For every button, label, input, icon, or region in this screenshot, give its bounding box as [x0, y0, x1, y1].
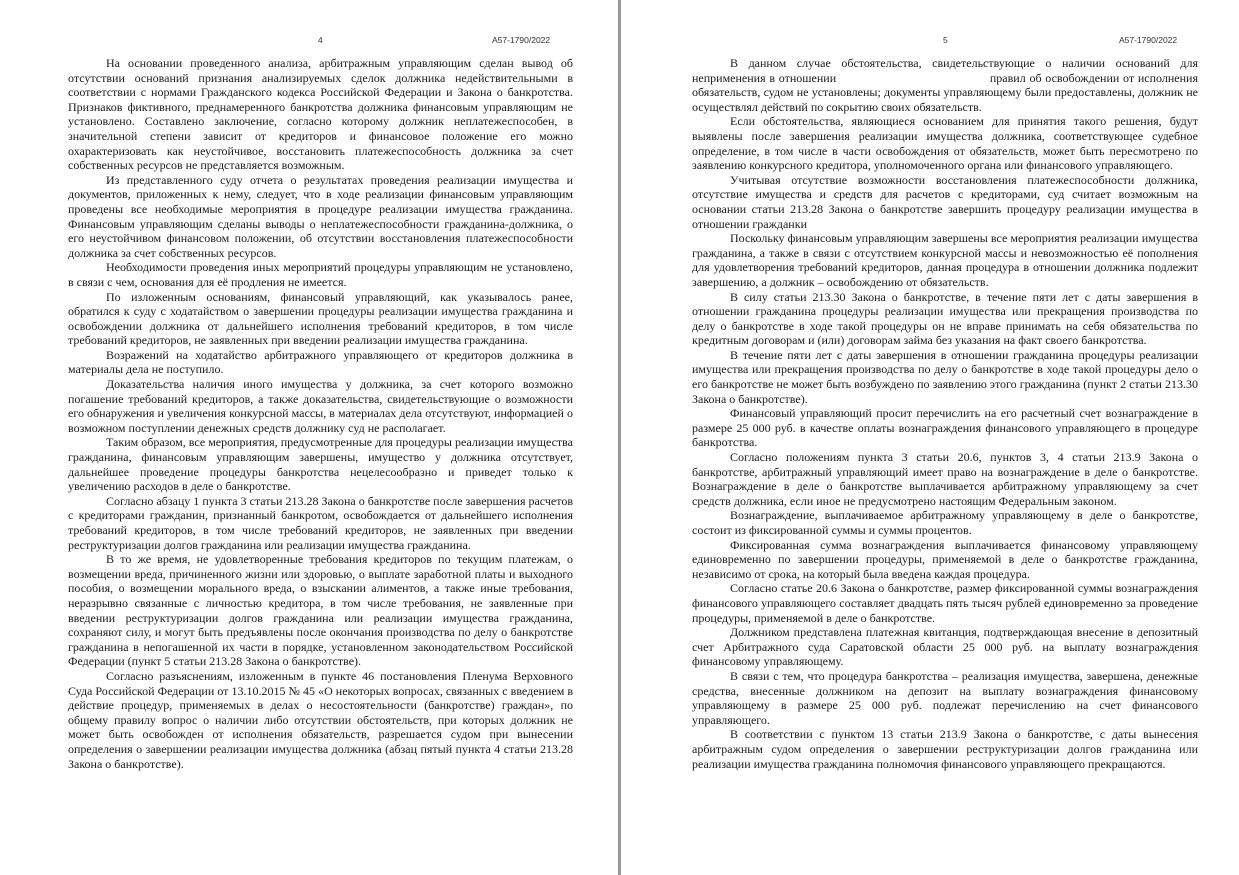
paragraph: Учитывая отсутствие возможности восстановления платежеспособности должника, отсутствие имущества и средств для расчетов с кредиторами, суд считает возможным на основании статьи 213.28 Закона о банкротстве завершить процедуру реализации имущества в отношении гражданки — [692, 172, 1198, 231]
paragraph: На основании проведенного анализа, арбитражным управляющим сделан вывод об отсутствии оснований признания анализируемых сделок должника недействительными в соответствии с нормами Гражданского кодекса Российской Федерации и Закона о банкротства. Признаков фиктивного, преднамеренного банкротства должника финансовым управляющим не установлено. Составлено заключение, согласно которому должник неплатежеспособен, в значительной степени зависит от кредиторов и финансовое положение его можно охарактеризовать как неустойчивое, восстановить платежеспособность должника за счет собственных ресурсов не представляется возможным. — [68, 56, 573, 173]
paragraph: Поскольку финансовым управляющим завершены все мероприятия реализации имущества гражданина, а также в связи с отсутствием конкурсной массы и невозможностью её пополнения для удовлетворения требований кредиторов, данная процедура в отношении должника подлежит завершению, а должник – освобождению от обязательств. — [692, 231, 1198, 289]
page-number: 5 — [943, 35, 948, 45]
document-page-right — [622, 0, 1239, 875]
paragraph: В соответствии с пунктом 13 статьи 213.9 Закона о банкротстве, с даты вынесения арбитражным судом определения о завершении реструктуризации долгов гражданина или реализации имущества гражданина полномочия финансового управляющего прекращаются. — [692, 727, 1198, 771]
page-number: 4 — [318, 35, 323, 45]
paragraph: В данном случае обстоятельства, свидетельствующие о наличии оснований для неприменения в отношении правил об освобождении от исполнения обязательств, судом не установлены; документы управляющему были предоставлены, должник не осуществлял действий по сокрытию своих обязательств. — [692, 56, 1201, 114]
paragraph: Доказательства наличия иного имущества у должника, за счет которого возможно погашение требований кредиторов, а также доказательства, свидетельствующие о возможности его обнаружения и увеличения конкурсной массы, в материалах дела отсутствуют, информацией о возможном поступлении денежных средств должнику суд не располагает. — [68, 377, 573, 435]
paragraph: В то же время, не удовлетворенные требования кредиторов по текущим платежам, о возмещении вреда, причиненного жизни или здоровью, о выплате заработной платы и выходного пособия, о возмещении морального вреда, о взыскании алиментов, а также иные требования, неразрывно связанные с личностью кредитора, в том числе требования, не заявленные при введении реструктуризации долгов гражданина или реализации имущества гражданина, сохраняют силу, и могут быть предъявлены после окончания производства по делу о банкротстве гражданина в непогашенной их части в порядке, установленном законодательством Российской Федерации (пункт 5 статьи 213.28 Закона о банкротстве). — [68, 552, 573, 669]
paragraph: Согласно положениям пункта 3 статьи 20.6, пунктов 3, 4 статьи 213.9 Закона о банкротстве, арбитражный управляющий имеет право на вознаграждение в деле о банкротстве. Вознаграждение в деле о банкротстве выплачивается арбитражному управляющему за счет средств должника, если иное не предусмотрено настоящим Федеральным законом. — [692, 450, 1198, 508]
case-number: А57-1790/2022 — [1119, 35, 1178, 45]
page-header — [0, 35, 618, 49]
page-divider — [618, 0, 621, 875]
case-number: А57-1790/2022 — [492, 35, 551, 45]
paragraph: Если обстоятельства, являющиеся основанием для принятия такого решения, будут выявлены после завершения реализации имущества должника, соответствующее судебное определение, в том числе в части освобождения от обязательств, может быть пересмотрено по заявлению конкурсного кредитора, уполномоченного органа или финансового управляющего. — [692, 114, 1198, 173]
paragraph: Должником представлена платежная квитанция, подтверждающая внесение в депозитный счет Арбитражного суда Саратовской области 25 000 руб. на выплату вознаграждения финансовому управляющему. — [692, 625, 1198, 669]
page-body — [692, 56, 1201, 771]
paragraph: В течение пяти лет с даты завершения в отношении гражданина процедуры реализации имущества или прекращения производства по делу о банкротстве в ходе такой процедуры дело о его банкротстве не может быть возбуждено по заявлению этого гражданина (пункт 2 статьи 213.30 Закона о банкротстве). — [692, 347, 1198, 406]
paragraph: Из представленного суду отчета о результатах проведения реализации имущества и документов, приложенных к нему, следует, что в ходе реализации финансовым управляющим проведены все необходимые мероприятия в процедуре реализации имущества гражданина. Финансовым управляющим сделаны выводы о неплатежеспособности гражданина-должника, о его неустойчивом финансовом положении, об отсутствии восстановления платежеспособности должника за счет собственных ресурсов. — [68, 172, 573, 260]
paragraph: По изложенным основаниям, финансовый управляющий, как указывалось ранее, обратился к суду с ходатайством о завершении процедуры реализации имущества гражданина и освобождении должника от дальнейшего исполнения требований кредиторов, в том числе требований кредиторов, не заявленных при введении реализации имущества гражданина. — [68, 289, 573, 348]
document-page-left — [0, 0, 618, 875]
paragraph: Необходимости проведения иных мероприятий процедуры управляющим не установлено, в связи с чем, основания для её продления не имеется. — [68, 260, 573, 289]
page-header — [622, 35, 1239, 49]
paragraph: Возражений на ходатайство арбитражного управляющего от кредиторов должника в материалы дела не поступило. — [68, 347, 573, 377]
paragraph: Финансовый управляющий просит перечислить на его расчетный счет вознаграждение в размере 25 000 руб. в качестве оплаты вознаграждения финансового управляющего в процедуре банкротства. — [692, 406, 1198, 450]
paragraph: Фиксированная сумма вознаграждения выплачивается финансовому управляющему единовременно по завершении процедуры, применяемой в деле о банкротстве гражданина, независимо от срока, на который была введена каждая процедура. — [692, 537, 1198, 581]
paragraph: Согласно абзацу 1 пункта 3 статьи 213.28 Закона о банкротстве после завершения расчетов с кредиторами гражданин, признанный банкротом, освобождается от дальнейшего исполнения требований кредиторов, в том числе требований кредиторов, не заявленных при введении реструктуризации долгов гражданина или реализации имущества гражданина. — [68, 493, 573, 552]
paragraph: Согласно разъяснениям, изложенным в пункте 46 постановления Пленума Верховного Суда Российской Федерации от 13.10.2015 № 45 «О некоторых вопросах, связанных с введением в действие процедур, применяемых в делах о несостоятельности (банкротстве) граждан», по общему правилу вопрос о наличии либо отсутствии обстоятельств, при которых должник не может быть освобожден от исполнения обязательств, разрешается судом при вынесении определения о завершении реализации имущества должника (абзац пятый пункта 4 статьи 213.28 Закона о банкротстве). — [68, 668, 573, 771]
page-body — [68, 56, 573, 771]
paragraph: Таким образом, все мероприятия, предусмотренные для процедуры реализации имущества гражданина, финансовым управляющим завершены, имущество у должника отсутствует, дальнейшее проведение процедуры банкротства нецелесообразно и приведет только к увеличению расходов в деле о банкротстве. — [68, 435, 573, 494]
paragraph: Согласно статье 20.6 Закона о банкротстве, размер фиксированной суммы вознаграждения финансового управляющего составляет двадцать пять тысяч рублей единовременно за проведение процедуры, применяемой в деле о банкротстве. — [692, 581, 1198, 625]
paragraph: В связи с тем, что процедура банкротства – реализация имущества, завершена, денежные средства, внесенные должником на депозит на выплату вознаграждения финансовому управляющему в размере 25 000 руб. подлежат перечислению на счет финансового управляющего. — [692, 668, 1198, 727]
paragraph: Вознаграждение, выплачиваемое арбитражному управляющему в деле о банкротстве, состоит из фиксированной суммы и суммы процентов. — [692, 508, 1198, 537]
paragraph: В силу статьи 213.30 Закона о банкротстве, в течение пяти лет с даты завершения в отношении гражданина процедуры реализации имущества или прекращения производства по делу о банкротстве в ходе такой процедуры он не вправе принимать на себя обязательства по кредитным договорам и (или) договорам займа без указания на факт своего банкротства. — [692, 289, 1198, 348]
